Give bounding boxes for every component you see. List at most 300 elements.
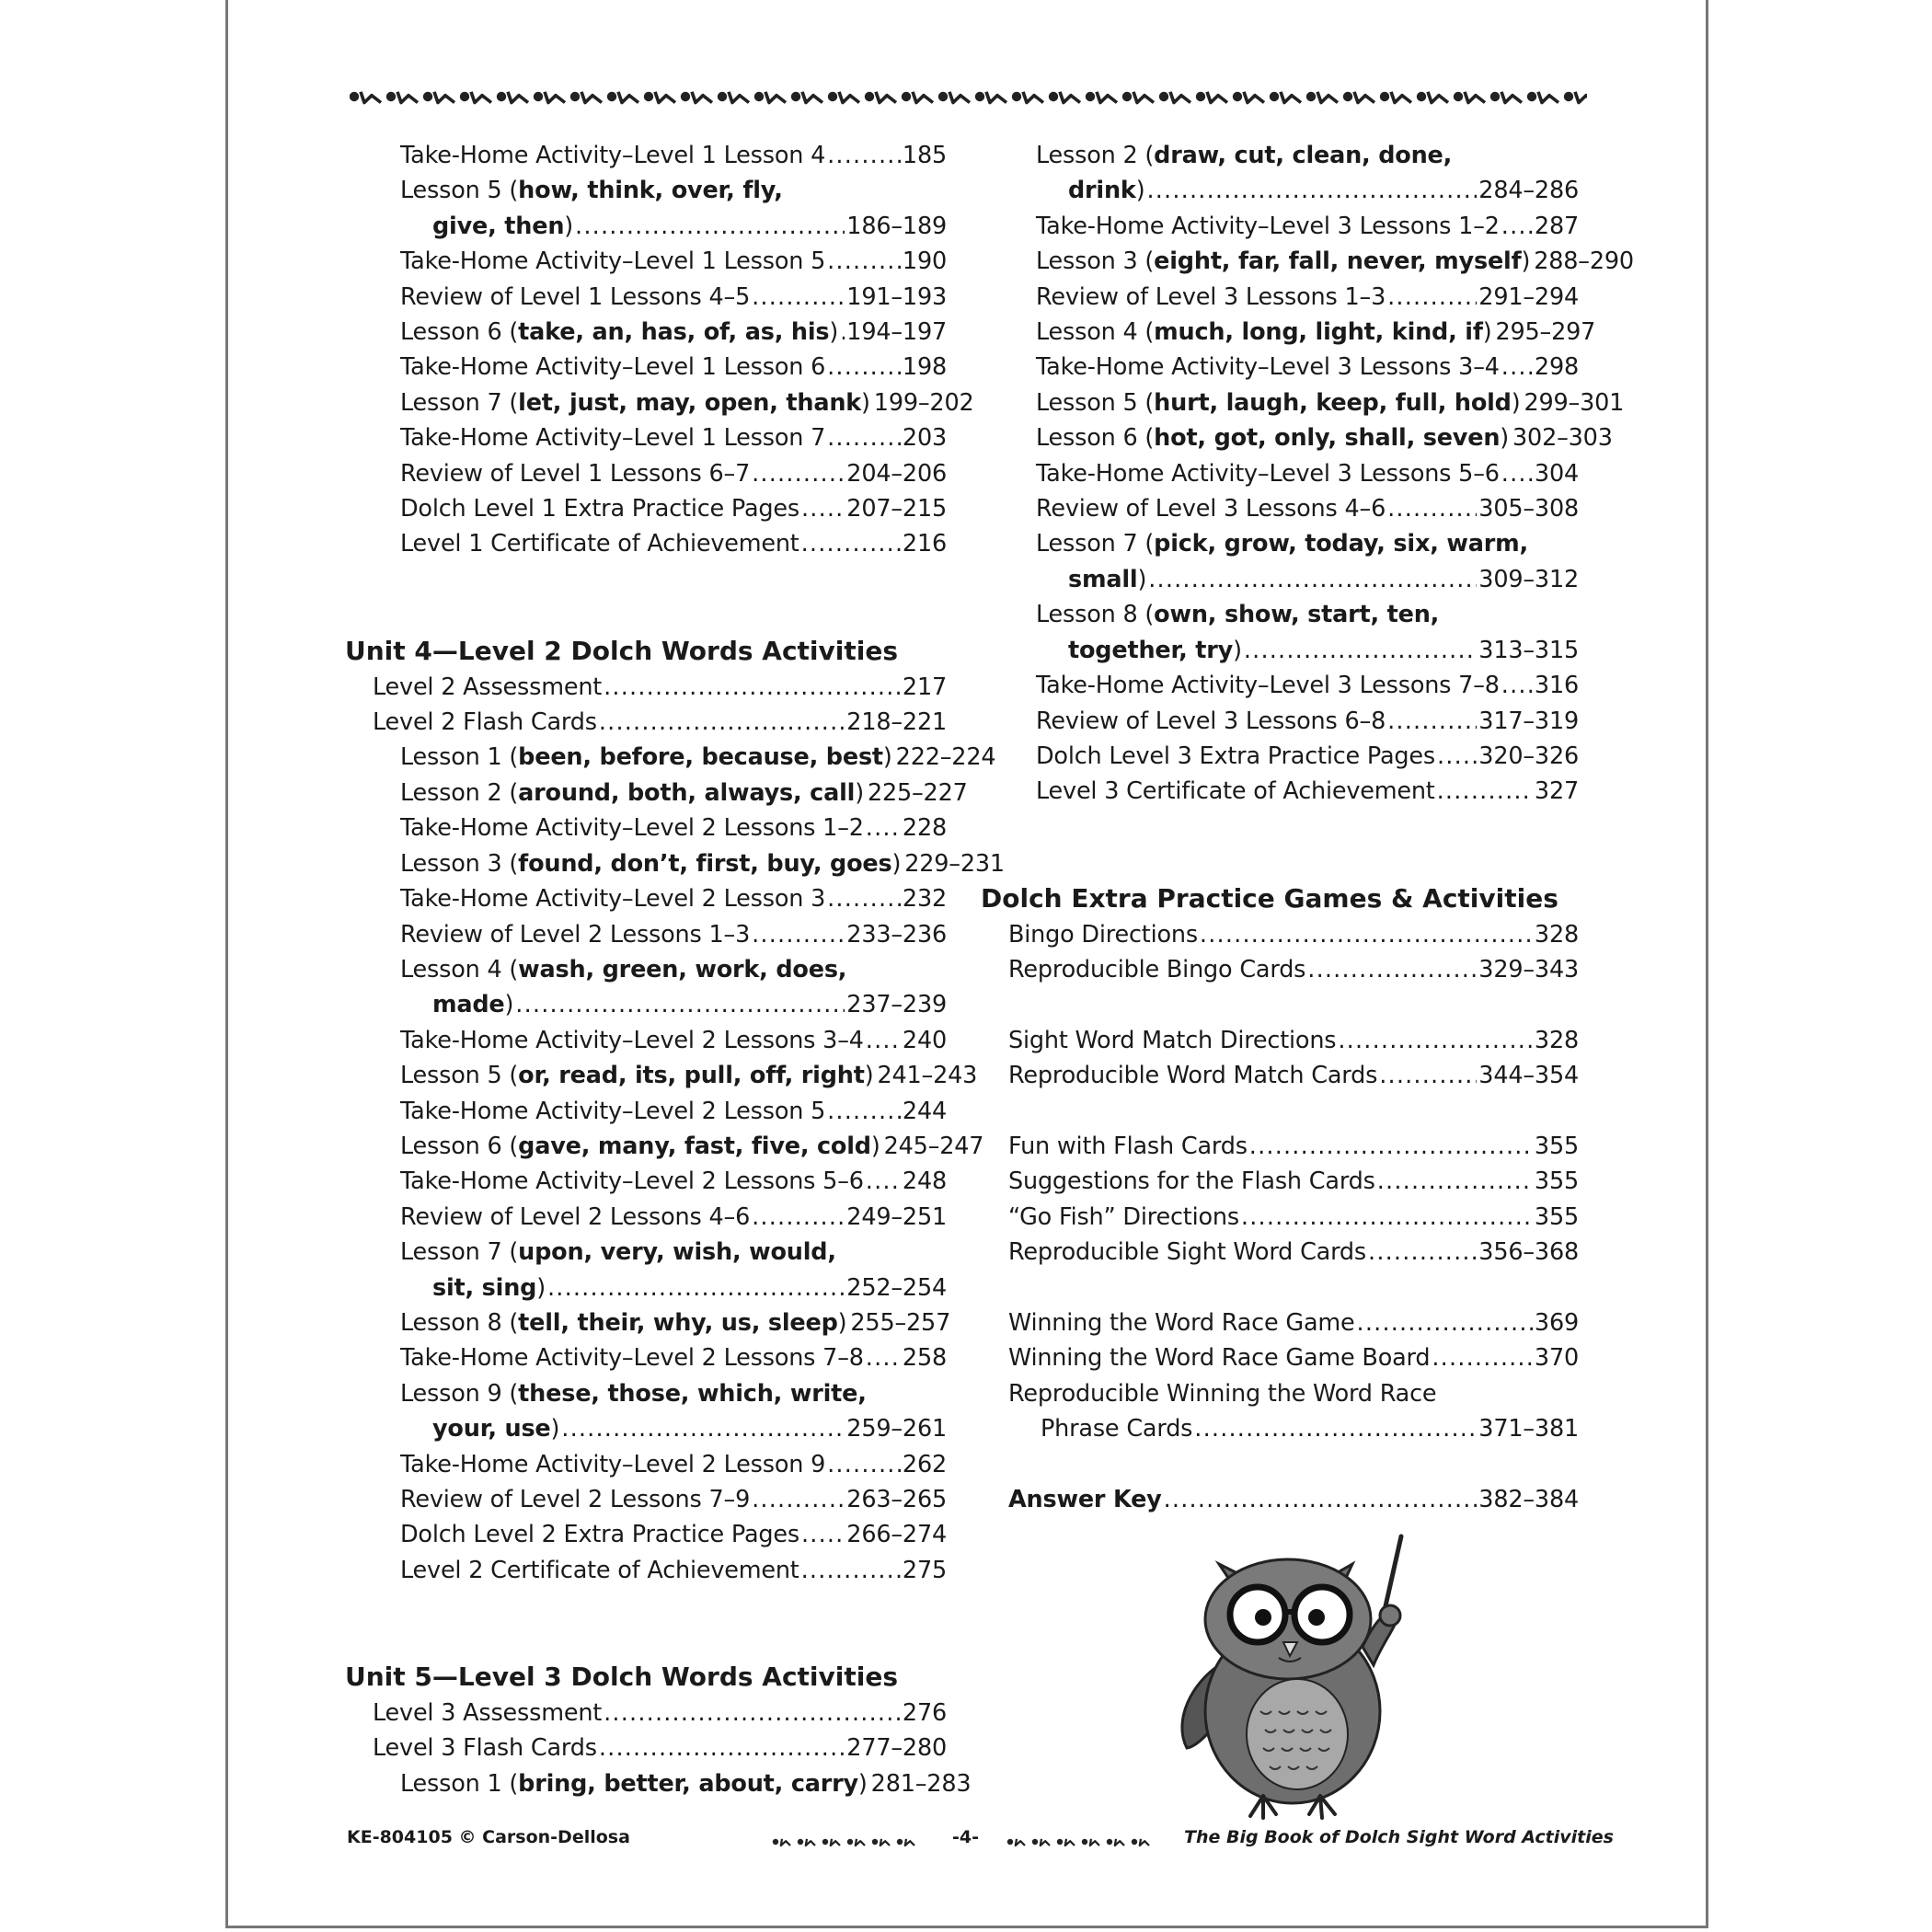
- toc-page-number: 216: [902, 530, 947, 558]
- toc-entry[interactable]: [981, 1305, 1579, 1340]
- toc-entry[interactable]: [981, 1129, 1579, 1164]
- unit-5-heading: Unit 5—Level 3 Dolch Words Activities: [345, 1662, 899, 1693]
- toc-page-number: 382–384: [1478, 1485, 1579, 1513]
- toc-entry[interactable]: [981, 244, 1634, 279]
- toc-entry-text: Fun with Flash Cards: [1008, 1132, 1248, 1160]
- toc-entry-text: Lesson 2 (: [400, 778, 519, 807]
- toc-entry[interactable]: [981, 739, 1579, 774]
- toc-page-number: 233–236: [846, 920, 947, 949]
- toc-page-number: 355: [1534, 1167, 1579, 1196]
- toc-entry[interactable]: [345, 1305, 951, 1340]
- toc-entry-text: Level 2 Assessment: [373, 673, 603, 701]
- dot-leader: [801, 526, 901, 561]
- toc-page-number: 185: [902, 142, 947, 169]
- toc-entry-label: [400, 1164, 864, 1199]
- toc-page-number: 217: [902, 673, 947, 701]
- toc-page-number: 228: [902, 814, 947, 843]
- toc-entry-label: [1036, 138, 1452, 173]
- toc-entry-words: let, just, may, open, thank: [518, 388, 862, 417]
- toc-entry[interactable]: [345, 1447, 947, 1482]
- toc-entry-words: made: [432, 991, 505, 1019]
- toc-entry-words: gave, many, fast, five, cold: [518, 1132, 871, 1160]
- toc-entry-text: Take-Home Activity–Level 2 Lesson 3: [400, 885, 826, 914]
- toc-entry[interactable]: [345, 1340, 947, 1375]
- toc-page-number: 198: [902, 353, 947, 382]
- toc-entry-label: [400, 173, 783, 208]
- toc-entry-text: Lesson 3 (: [400, 849, 519, 878]
- toc-entry[interactable]: [345, 1411, 947, 1446]
- toc-entry-text: Level 2 Certificate of Achievement: [400, 1556, 799, 1584]
- page-number: -4-: [952, 1827, 979, 1847]
- toc-entry-text: Reproducible Winning the Word Race: [1008, 1379, 1437, 1408]
- toc-entry-words: or, read, its, pull, off, right: [518, 1062, 865, 1090]
- toc-page-number: 277–280: [846, 1734, 947, 1763]
- toc-entry-text: Lesson 8 (: [400, 1308, 519, 1337]
- toc-entry[interactable]: [345, 1023, 947, 1058]
- toc-entry-text: Take-Home Activity–Level 2 Lesson 9: [400, 1450, 826, 1478]
- toc-entry-label: [400, 1447, 825, 1482]
- toc-entry[interactable]: [345, 776, 968, 811]
- toc-entry-label: [400, 1482, 750, 1517]
- toc-entry-label: [400, 138, 825, 173]
- toc-page-number: 204–206: [846, 459, 947, 488]
- toc-entry[interactable]: [345, 1094, 947, 1129]
- toc-entry[interactable]: [981, 704, 1579, 739]
- toc-entry-label: give, then): [432, 212, 574, 240]
- toc-entry-label: Lesson 6 (take, an, has, of, as, his): [400, 318, 839, 347]
- toc-entry-label: Lesson 3 (found, don’t, first, buy, goes): [400, 849, 902, 878]
- footer-ornament-left: [771, 1834, 918, 1849]
- toc-entry[interactable]: [345, 705, 947, 740]
- toc-entry-text: Lesson 7 (: [400, 388, 519, 417]
- toc-page-number: 302–303: [1512, 424, 1613, 453]
- toc-entry-label: Lesson 7 (let, just, may, open, thank): [400, 388, 870, 417]
- toc-entry[interactable]: [981, 315, 1596, 350]
- book-title: The Big Book of Dolch Sight Word Activities: [1184, 1827, 1614, 1847]
- toc-entry[interactable]: [345, 526, 947, 561]
- toc-entry[interactable]: [345, 456, 947, 491]
- toc-entry-text: Reproducible Sight Word Cards: [1008, 1238, 1367, 1267]
- answer-key-entry[interactable]: [981, 1482, 1579, 1517]
- toc-page-number: 252–254: [846, 1273, 947, 1302]
- toc-entry-label: [1036, 456, 1500, 491]
- toc-entry[interactable]: [345, 173, 947, 208]
- dot-leader: [604, 1696, 901, 1731]
- dot-leader: [752, 456, 845, 491]
- dot-leader: [515, 987, 845, 1022]
- toc-entry-text: Lesson 6 (: [400, 1132, 519, 1160]
- toc-entry[interactable]: [981, 562, 1579, 597]
- toc-entry-text: Dolch Level 2 Extra Practice Pages: [400, 1521, 799, 1549]
- extra-practice-heading: Dolch Extra Practice Games & Activities: [981, 882, 1558, 914]
- toc-entry[interactable]: [981, 385, 1625, 420]
- toc-entry[interactable]: [981, 526, 1579, 561]
- dot-leader: [1501, 350, 1533, 385]
- toc-page-number: 249–251: [846, 1202, 947, 1231]
- left-column: [345, 138, 1005, 1801]
- dot-leader: [827, 420, 901, 455]
- toc-entry-text: Take-Home Activity–Level 2 Lessons 7–8: [400, 1344, 864, 1373]
- toc-entry[interactable]: [981, 1058, 1579, 1093]
- toc-entry[interactable]: [981, 952, 1579, 987]
- toc-entry-text: Review of Level 3 Lessons 6–8: [1036, 707, 1386, 735]
- dot-leader: [827, 138, 901, 173]
- toc-entry-label: [1008, 1058, 1377, 1093]
- toc-page-number: 328: [1534, 920, 1579, 949]
- toc-entry-label: [400, 952, 846, 987]
- toc-entry-label: [1041, 1411, 1192, 1446]
- toc-page-number: 317–319: [1478, 707, 1579, 735]
- toc-page-number: 190: [902, 247, 947, 276]
- toc-entry-text: Take-Home Activity–Level 2 Lessons 3–4: [400, 1026, 864, 1054]
- toc-entry[interactable]: [981, 280, 1579, 315]
- toc-entry-text: Sight Word Match Directions: [1008, 1026, 1337, 1054]
- dot-leader: [1200, 917, 1533, 952]
- toc-page-number: 370: [1534, 1344, 1579, 1373]
- toc-entry[interactable]: [345, 811, 947, 845]
- toc-entry[interactable]: [345, 138, 947, 173]
- toc-entry-text: Level 1 Certificate of Achievement: [400, 530, 799, 558]
- dot-leader: [1338, 1023, 1533, 1058]
- dot-leader: [1307, 952, 1477, 987]
- toc-entry-label: [1008, 1023, 1336, 1058]
- toc-entry-text: Winning the Word Race Game: [1008, 1308, 1355, 1337]
- toc-entry-text: Lesson 2 (: [1036, 142, 1155, 169]
- toc-entry-label: [400, 811, 864, 845]
- toc-entry-text: Take-Home Activity–Level 1 Lesson 7: [400, 424, 826, 453]
- toc-entry[interactable]: [345, 350, 947, 385]
- toc-entry-label: Lesson 5 (or, read, its, pull, off, right): [400, 1062, 874, 1090]
- dot-leader: [604, 670, 901, 705]
- toc-entry-words: own, show, start, ten,: [1154, 601, 1440, 629]
- dot-leader: [801, 1553, 901, 1588]
- toc-entry-label: Lesson 2 (around, both, always, call): [400, 778, 864, 807]
- toc-entry[interactable]: [981, 138, 1579, 173]
- toc-page-number: 222–224: [895, 743, 996, 772]
- toc-page-number: 327: [1534, 777, 1579, 806]
- toc-entry-label: [400, 1517, 799, 1552]
- toc-entry-label: [400, 1235, 836, 1270]
- toc-page-number: 258: [902, 1344, 947, 1373]
- toc-page-number: 309–312: [1478, 565, 1579, 593]
- toc-entry-text: Review of Level 3 Lessons 4–6: [1036, 495, 1386, 523]
- toc-entry-label: sit, sing): [432, 1273, 546, 1302]
- toc-entry-label: [400, 526, 799, 561]
- toc-entry-label: [1008, 1235, 1366, 1270]
- dot-leader: [752, 1482, 845, 1517]
- toc-entry-label: [400, 1094, 825, 1129]
- toc-entry[interactable]: [345, 952, 947, 987]
- toc-entry[interactable]: [981, 350, 1579, 385]
- toc-entry-text: Reproducible Bingo Cards: [1008, 955, 1306, 983]
- dot-leader: [801, 491, 845, 526]
- toc-entry-words: wash, green, work, does,: [518, 955, 847, 983]
- toc-entry[interactable]: [981, 1200, 1579, 1235]
- toc-entry-label: [400, 1553, 799, 1588]
- toc-entry-words: bring, better, about, carry: [518, 1769, 858, 1798]
- dot-leader: [561, 1411, 845, 1446]
- toc-page-number: 245–247: [883, 1132, 984, 1160]
- toc-entry[interactable]: [345, 420, 947, 455]
- toc-page-number: 287: [1534, 212, 1579, 240]
- toc-entry-label: [400, 917, 750, 952]
- toc-page-number: 218–221: [846, 708, 947, 737]
- dot-leader: [1244, 633, 1477, 668]
- toc-entry-label: [400, 280, 750, 315]
- toc-entry[interactable]: [345, 1766, 972, 1801]
- toc-entry-text: Review of Level 2 Lessons 7–9: [400, 1486, 751, 1514]
- toc-entry-label: [400, 881, 825, 916]
- toc-page-number: 263–265: [846, 1486, 947, 1514]
- dot-leader: [1377, 1164, 1533, 1199]
- toc-entry[interactable]: [345, 1235, 947, 1270]
- footer-ornament-right: [1006, 1834, 1153, 1849]
- toc-entry[interactable]: [981, 1235, 1579, 1270]
- toc-entry-label: [400, 491, 799, 526]
- toc-entry[interactable]: [981, 491, 1579, 526]
- toc-entry-words: together, try: [1068, 636, 1234, 664]
- toc-entry-text: Review of Level 2 Lessons 1–3: [400, 920, 751, 949]
- toc-page-number: 266–274: [846, 1521, 947, 1549]
- toc-entry[interactable]: [345, 846, 1005, 881]
- toc-entry-text: Lesson 7 (: [400, 1238, 519, 1267]
- toc-entry[interactable]: [345, 385, 974, 420]
- toc-entry[interactable]: [981, 1376, 1579, 1411]
- toc-entry-words: eight, far, fall, never, myself: [1154, 247, 1522, 276]
- toc-entry[interactable]: [345, 280, 947, 315]
- dot-leader: [1387, 280, 1477, 315]
- toc-entry[interactable]: [345, 1696, 947, 1731]
- dot-leader: [1432, 1340, 1533, 1375]
- toc-entry-text: Lesson 3 (: [1036, 247, 1155, 276]
- toc-entry-words: these, those, which, write,: [518, 1379, 867, 1408]
- dot-leader: [1249, 1129, 1533, 1164]
- dot-leader: [1164, 1482, 1478, 1517]
- toc-entry-text: Phrase Cards: [1041, 1415, 1193, 1443]
- toc-entry[interactable]: [345, 1129, 984, 1164]
- toc-entry-label: together, try): [1068, 636, 1242, 664]
- toc-page-number: 244: [902, 1097, 947, 1125]
- dot-leader: [1501, 668, 1533, 703]
- toc-entry-words: much, long, light, kind, if: [1154, 318, 1483, 347]
- toc-entry-words: around, both, always, call: [518, 778, 856, 807]
- toc-entry-text: Take-Home Activity–Level 1 Lesson 6: [400, 353, 826, 382]
- spacer: [981, 1271, 1579, 1305]
- dot-leader: [827, 881, 901, 916]
- toc-entry[interactable]: [981, 209, 1579, 244]
- toc-entry-text: Lesson 5 (: [400, 1062, 519, 1090]
- toc-entry-label: [373, 670, 602, 705]
- toc-entry[interactable]: [345, 1058, 978, 1093]
- dot-leader: [547, 1271, 845, 1305]
- toc-page-number: 316: [1534, 672, 1579, 700]
- toc-page-number: 320–326: [1478, 742, 1579, 770]
- toc-entry[interactable]: [981, 774, 1579, 809]
- toc-entry-label: [1008, 917, 1198, 952]
- toc-page-number: 371–381: [1478, 1415, 1579, 1443]
- toc-entry-label: [1036, 704, 1386, 739]
- toc-entry-label: [400, 1340, 864, 1375]
- toc-entry-text: Take-Home Activity–Level 2 Lesson 5: [400, 1097, 826, 1125]
- toc-entry-label: drink): [1068, 177, 1145, 205]
- toc-entry-text: Lesson 4 (: [1036, 318, 1155, 347]
- toc-entry-label: [1036, 668, 1500, 703]
- toc-page-number: 191–193: [846, 282, 947, 311]
- toc-page-number: 288–290: [1534, 247, 1634, 276]
- toc-entry-label: [1008, 1305, 1355, 1340]
- toc-page-number: 355: [1534, 1202, 1579, 1231]
- toc-entry-words: been, before, because, best: [518, 743, 883, 772]
- toc-page-number: 232: [902, 885, 947, 914]
- footer-code: KE-804105 © Carson-Dellosa: [347, 1827, 630, 1847]
- toc-entry[interactable]: [345, 1731, 947, 1765]
- toc-entry-words: small: [1068, 565, 1138, 593]
- toc-entry-label: [1036, 597, 1439, 632]
- toc-entry-text: Level 3 Certificate of Achievement: [1036, 777, 1435, 806]
- toc-entry[interactable]: [345, 1553, 947, 1588]
- toc-entry-label: [1008, 1164, 1375, 1199]
- toc-entry[interactable]: [345, 881, 947, 916]
- dot-leader: [752, 1200, 845, 1235]
- toc-entry[interactable]: [981, 917, 1579, 952]
- toc-entry-text: Lesson 1 (: [400, 743, 519, 772]
- toc-entry[interactable]: [345, 670, 947, 705]
- toc-entry[interactable]: [345, 491, 947, 526]
- toc-entry-words: upon, very, wish, would,: [518, 1238, 836, 1267]
- toc-entry[interactable]: [981, 1164, 1579, 1199]
- toc-page-number: 284–286: [1478, 177, 1579, 205]
- toc-entry-label: [1036, 526, 1528, 561]
- toc-entry[interactable]: [345, 209, 947, 244]
- spacer: [981, 1447, 1579, 1482]
- dot-leader: [599, 1731, 845, 1765]
- toc-entry[interactable]: [345, 315, 947, 350]
- dot-leader: [801, 1517, 845, 1552]
- toc-page-number: 240: [902, 1026, 947, 1054]
- toc-entry[interactable]: [345, 740, 996, 775]
- toc-entry[interactable]: [345, 1271, 947, 1305]
- toc-entry-text: Dolch Level 1 Extra Practice Pages: [400, 495, 799, 523]
- toc-entry[interactable]: [981, 456, 1579, 491]
- toc-entry-words: your, use: [432, 1415, 551, 1443]
- toc-entry-words: found, don’t, first, buy, goes: [518, 849, 892, 878]
- toc-entry-label: [1008, 1200, 1239, 1235]
- toc-entry-text: “Go Fish” Directions: [1008, 1202, 1239, 1231]
- toc-entry-text: Suggestions for the Flash Cards: [1008, 1167, 1375, 1196]
- dot-leader: [1387, 704, 1477, 739]
- decorative-border-top: [350, 85, 1587, 109]
- toc-entry-text: Lesson 5 (: [1036, 388, 1155, 417]
- toc-entry[interactable]: [981, 1340, 1579, 1375]
- toc-entry-label: [1008, 952, 1305, 987]
- toc-entry-text: Review of Level 1 Lessons 6–7: [400, 459, 751, 488]
- spacer: [345, 1588, 947, 1659]
- toc-entry-words: take, an, has, of, as, his: [518, 318, 830, 347]
- dot-leader: [1368, 1235, 1477, 1270]
- toc-entry[interactable]: [981, 1411, 1579, 1446]
- toc-entry-label: small): [1068, 565, 1147, 593]
- dot-leader: [827, 350, 901, 385]
- toc-entry[interactable]: [981, 420, 1613, 455]
- toc-entry-label: Lesson 5 (hurt, laugh, keep, full, hold): [1036, 388, 1521, 417]
- spacer: [981, 810, 1579, 880]
- toc-entry[interactable]: [345, 1200, 947, 1235]
- dot-leader: [1357, 1305, 1533, 1340]
- toc-entry-text: Lesson 6 (: [1036, 424, 1155, 453]
- toc-page-number: 295–297: [1495, 318, 1596, 347]
- toc-entry[interactable]: [981, 1023, 1579, 1058]
- dot-leader: [1148, 562, 1477, 597]
- toc-page-number: 329–343: [1478, 955, 1579, 983]
- dot-leader: [752, 917, 845, 952]
- toc-entry-label: [400, 350, 825, 385]
- toc-entry-label: Lesson 6 (hot, got, only, shall, seven): [1036, 424, 1510, 453]
- toc-page-number: 237–239: [846, 991, 947, 1019]
- toc-entry-label: [400, 1376, 867, 1411]
- toc-entry-text: Lesson 9 (: [400, 1379, 519, 1408]
- toc-entry[interactable]: [981, 173, 1579, 208]
- toc-entry-label: [1036, 280, 1386, 315]
- toc-entry-words: draw, cut, clean, done,: [1154, 142, 1453, 169]
- toc-entry-label: [373, 705, 597, 740]
- toc-entry-label: [373, 1731, 597, 1765]
- toc-entry-text: Take-Home Activity–Level 3 Lessons 1–2: [1036, 212, 1500, 240]
- toc-entry-words: how, think, over, fly,: [518, 177, 783, 205]
- toc-page-number: 229–231: [904, 849, 1005, 878]
- toc-entry[interactable]: [981, 668, 1579, 703]
- toc-page-number: 248: [902, 1167, 947, 1196]
- toc-page-number: 225–227: [867, 778, 968, 807]
- dot-leader: [1501, 209, 1533, 244]
- toc-entry[interactable]: [345, 244, 947, 279]
- toc-entry-text: Review of Level 2 Lessons 4–6: [400, 1202, 751, 1231]
- toc-page-number: 304: [1534, 459, 1579, 488]
- toc-entry[interactable]: [345, 917, 947, 952]
- toc-page-number: 299–301: [1524, 388, 1625, 417]
- toc-entry[interactable]: [345, 1164, 947, 1199]
- dot-leader: [866, 1023, 901, 1058]
- toc-entry[interactable]: [345, 1376, 947, 1411]
- toc-entry-text: Bingo Directions: [1008, 920, 1198, 949]
- toc-entry-text: Reproducible Word Match Cards: [1008, 1062, 1378, 1090]
- toc-entry-label: Lesson 1 (been, before, because, best): [400, 743, 892, 772]
- toc-entry-label: [1008, 1129, 1248, 1164]
- dot-leader: [866, 1340, 901, 1375]
- toc-entry-label: [373, 1696, 602, 1731]
- toc-entry-text: Lesson 4 (: [400, 955, 519, 983]
- toc-page-number: 344–354: [1478, 1062, 1579, 1090]
- toc-entry-text: Take-Home Activity–Level 3 Lessons 5–6: [1036, 459, 1500, 488]
- toc-entry-text: Winning the Word Race Game Board: [1008, 1344, 1431, 1373]
- toc-page-number: 355: [1534, 1132, 1579, 1160]
- toc-entry[interactable]: [981, 597, 1579, 632]
- toc-entry[interactable]: [345, 1482, 947, 1517]
- toc-entry-label: [1036, 491, 1386, 526]
- toc-entry-text: Level 3 Flash Cards: [373, 1734, 597, 1763]
- dot-leader: [1146, 173, 1477, 208]
- toc-entry-words: drink: [1068, 177, 1136, 205]
- dot-leader: [1437, 774, 1533, 809]
- toc-entry-text: Lesson 6 (: [400, 318, 519, 347]
- toc-entry-words: sit, sing: [432, 1273, 537, 1302]
- toc-page-number: 194–197: [846, 318, 947, 347]
- toc-entry-label: [1036, 739, 1435, 774]
- toc-entry[interactable]: [981, 633, 1579, 668]
- toc-entry[interactable]: [345, 1517, 947, 1552]
- toc-entry[interactable]: [345, 987, 947, 1022]
- toc-page-number: 199–202: [873, 388, 974, 417]
- toc-entry-text: Lesson 7 (: [1036, 530, 1155, 558]
